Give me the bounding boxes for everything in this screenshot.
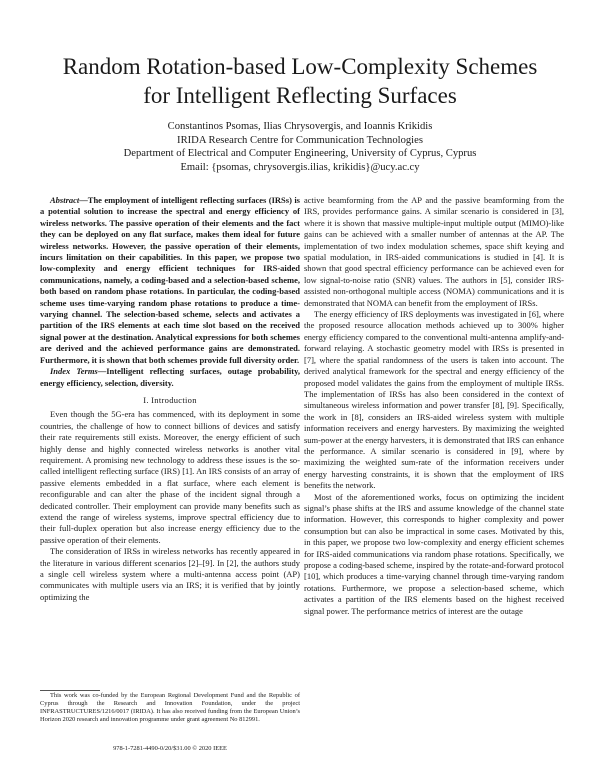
intro-paragraph-1: Even though the 5G-era has commenced, with its deployment in some countries, the challenge of how to connect billions of devices and satisfy their rate requirements still exists. Moreover, the energy efficient of such highly dense and highly connected wireless networks is another vital requirement. A promising new technology to address these issues is the so-called intelligent reflecting surface (IRS) [1]. An IRS consists of an array of passive elements embedded in a flat surface, where each element is reconfigurable and can alter the phase of the incident signal through a dedicated controller. Their employment can provide many benefits such as extend the range of wireless systems, improve spectral efficiency due to their full-duplex operation but also increase energy efficiency due to the passive operation of their elements.	[40, 409, 300, 545]
abstract	[40, 195, 300, 366]
copyright-line: 978-1-7281-4490-0/20/$31.00 © 2020 IEEE	[113, 745, 227, 752]
paper-title	[20, 52, 580, 110]
author-email: Email: {psomas, chrysovergis.ilias, krikidis}@ucy.ac.cy	[180, 161, 420, 173]
intro-paragraph-2: The consideration of IRSs in wireless networks has recently appeared in the literature in various different scenarios [2]–[9]. In [2], the authors study a single cell wireless system where a multi-antenna access point (AP) communicates with multiple users via an IRS; it is verified that by jointly optimizing the	[40, 546, 300, 602]
section-heading-introduction: I. Introduction	[143, 394, 197, 405]
footnote-divider	[40, 690, 100, 691]
affiliation-line-1: IRIDA Research Centre for Communication Technologies	[177, 134, 423, 146]
right-paragraph-2: The energy efficiency of IRS deployments was investigated in [6], where the proposed resource allocation methods achieved up to 300% higher energy efficiency compared to the conventional multi-antenna amplify-and-forward relaying. A stochastic geometry model with IRSs is presented in [7], where the spatial randomness of the users is taken into account. The derived analytical framework for the spectral and energy efficiency of the proposed model validates the gains from the employment of multiple IRSs. The implementation of IRSs has also been considered in the context of simultaneous wireless information and power transfer [8], [9]. Specifically, the work in [8], considers an IRS-aided wireless system with multiple information receivers and energy harvesters. By maximizing the weighted sum-power at the energy harvesters, it is demonstrated that IRS can enhance the performance. A similar scenario is considered in [9], where by maximizing the weighted sum-rate of the information receivers under energy harvesting constraints, it is shown that the employment of IRS benefits the network.	[304, 309, 564, 491]
funding-footnote: This work was co-funded by the European Regional Development Fund and the Republic of Cyprus through the Research and Innovation Foundation, under the project INFRASTRUCTURES/1216/0017 (IRIDA). It has also received funding from the European Union’s Horizon 2020 research and innovation programme under grant agreement No 812991.	[40, 692, 300, 723]
right-paragraph-1: active beamforming from the AP and the passive beamforming from the IRS, provides performance gains. A similar scenario is considered in [3], where it is shown that massive multiple-input multiple output (MIMO)-like gains can be achieved with a smaller number of antennas at the AP. The implementation of two index modulation schemes, space shift keying and spatial modulation, in IRS-aided communications is studied in [4]. It is shown that good spectral efficiency performance can be achieved even for low signal-to-noise ratio (SNR) values. The authors in [5], consider IRS-assisted non-orthogonal multiple access (NOMA) communications and it is demonstrated that NOMA can benefit from the employment of IRSs.	[304, 195, 564, 308]
affiliation-line-2: Department of Electrical and Computer Engineering, University of Cyprus, Cyprus	[123, 148, 477, 160]
abstract-lead: Abstract	[50, 195, 80, 205]
index-terms-lead: Index Terms	[50, 366, 98, 377]
author-names: Constantinos Psomas, Ilias Chrysovergis, and Ioannis Krikidis	[167, 121, 433, 132]
index-terms-text: —Intelligent reflecting surfaces, outage probability, energy efficiency, selection, diversity.	[40, 366, 300, 388]
title-line-1: Random Rotation-based Low-Complexity Schemes	[62, 54, 538, 79]
index-terms	[40, 366, 300, 389]
right-paragraph-3: Most of the aforementioned works, focus on optimizing the incident signal’s phase shifts at the IRS and assume knowledge of the channel state information. However, this corresponds to higher complexity and power consumption but can also be impractical in some cases. Motivated by this, in this paper, we propose two low-complexity and energy efficient schemes for IRS-aided communications via random phase rotations. Specifically, we propose a coding-based scheme, inspired by the rotate-and-forward protocol [10], which produces a time-varying channel through time-varying random rotations. Furthermore, we propose a selection-based scheme, which activates a partition of the IRS elements based on the highest received signal power. The performance metrics of interest are the outage	[304, 491, 564, 616]
left-column	[40, 195, 300, 603]
author-block	[20, 120, 580, 174]
abstract-text: —The employment of intelligent reflecting surfaces (IRSs) is a potential solution to increase the spectral and energy efficiency of wireless networks. The passive operation of their elements and the fact they can be deployed on any flat surface, makes them ideal for future wireless networks. However, the passive operation of their elements, incurs limitation on their capabilities. In this paper, we propose two low-complexity and energy efficient techniques for IRS-aided communications, namely, a coding-based and a selection-based scheme, both based on random phase rotations. In particular, the coding-based scheme uses time-varying random phase rotations to produce a time-varying channel. The selection-based scheme, selects and activates a partition of the IRS elements at each time slot based on the received signal power at the destination. Analytical expressions for both schemes are derived and the achieved performance gains are demonstrated. Furthermore, it is shown that both schemes provide full diversity order.	[40, 195, 300, 365]
right-column	[304, 195, 564, 617]
title-line-2: for Intelligent Reflecting Surfaces	[143, 83, 457, 108]
